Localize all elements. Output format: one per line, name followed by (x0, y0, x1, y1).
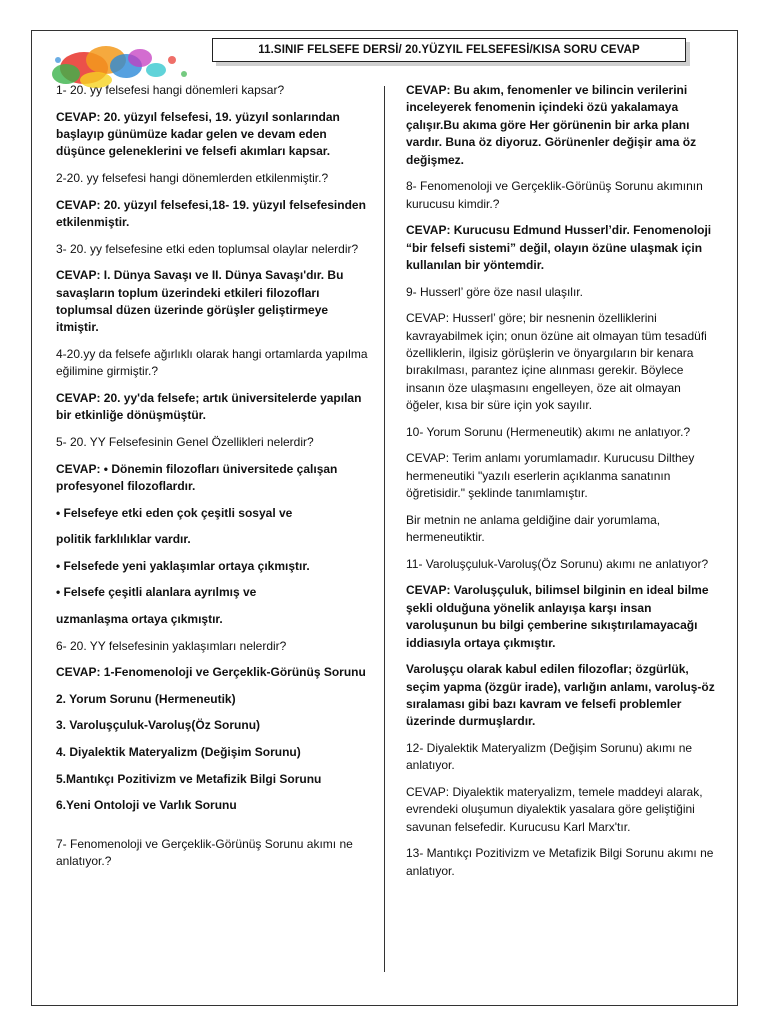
answer-text: politik farklılıklar vardır. (56, 532, 191, 547)
answer-text: CEVAP: Kurucusu Edmund Husserl’dir. Fenomenoloji “bir felsefi sistemi” değil, olayın özüne ulaşmak için kullanılan bir yöntemdir. (406, 223, 712, 273)
question-text: 3- 20. yy felsefesine etki eden toplumsal olaylar nelerdir? (56, 241, 359, 256)
question-text: 10- Yorum Sorunu (Hermeneutik) akımı ne anlatıyor.? (406, 424, 691, 439)
question-text: CEVAP: Husserl’ göre; bir nesnenin özelliklerini kavrayabilmek için; onun özüne ait olmayan tüm tesadüfi özelliklerin, ilgisiz görüşlerin ve önyargıların bir kenara bırakılması, parantez içine alınması gerekir. Böylece insanın öze ulaşmasını engelleyen, öze ait olmayan öğeler, kısa bir süre için yok sayılır. (406, 311, 707, 413)
question-text: 7- Fenomenoloji ve Gerçeklik-Görünüş Sorunu akımı ne anlatıyor.? (56, 836, 353, 869)
answer-text: 6.Yeni Ontoloji ve Varlık Sorunu (56, 798, 237, 813)
answer-text: 5.Mantıkçı Pozitivizm ve Metafizik Bilgi Sorunu (56, 771, 322, 786)
question-text: 2-20. yy felsefesi hangi dönemlerden etkilenmiştir.? (56, 171, 329, 185)
answer-text: • Felsefe çeşitli alanlara ayrılmış ve (56, 585, 257, 600)
question-text: 1- 20. yy felsefesi hangi dönemleri kapsar? (56, 83, 285, 97)
right-column (406, 82, 716, 889)
answer-text: CEVAP: 20. yüzyıl felsefesi,18- 19. yüzyıl felsefesinden etkilenmiştir. (56, 197, 366, 229)
answer-text: CEVAP: I. Dünya Savaşı ve II. Dünya Savaşı'dır. Bu savaşların toplum üzerindeki etkileri filozofları toplumsal düzen üzerinde görüşler geliştirmeye itmiştir. (56, 268, 344, 335)
page-title: 11.SINIF FELSEFE DERSİ/ 20.YÜZYIL FELSEFESİ/KISA SORU CEVAP (212, 38, 686, 62)
question-text: 13- Mantıkçı Pozitivizm ve Metafizik Bilgi Sorunu akımı ne anlatıyor. (406, 846, 714, 878)
answer-text: CEVAP: • Dönemin filozofları üniversitede çalışan profesyonel filozoflardır. (56, 461, 338, 493)
answer-text: 2. Yorum Sorunu (Hermeneutik) (56, 691, 236, 706)
answer-text: uzmanlaşma ortaya çıkmıştır. (56, 611, 223, 626)
question-text: 11- Varoluşçuluk-Varoluş(Öz Sorunu) akımı ne anlatıyor? (406, 556, 709, 571)
spacer (56, 824, 368, 836)
question-text: 12- Diyalektik Materyalizm (Değişim Sorunu) akımı ne anlatıyor. (406, 741, 693, 773)
question-text: CEVAP: Diyalektik materyalizm, temele maddeyi alarak, evrendeki oluşumun diyalektik yasalara göre geliştiğini savunan felsefedir. Kurucusu Karl Marx'tır. (406, 785, 703, 834)
answer-text: CEVAP: 1-Fenomenoloji ve Gerçeklik-Görünüş Sorunu (56, 665, 366, 680)
question-text: 5- 20. YY Felsefesinin Genel Özellikleri nelerdir? (56, 435, 314, 449)
question-text: 9- Husserl’ göre öze nasıl ulaşılır. (406, 284, 583, 299)
question-text: CEVAP: Terim anlamı yorumlamadır. Kurucusu Dilthey hermeneutiki "yazılı eserlerin açıklanma sanatının öğretisidir." şeklinde tanımlamıştır. (406, 451, 695, 501)
answer-text: CEVAP: Varoluşçuluk, bilimsel bilginin en ideal bilme şekli olduğuna yönelik anlayışa karşı insan varoluşunun bu bilgi çemberine sıkıştırılamayacağı iddiasıyla ortaya çıkmıştır. (406, 583, 709, 650)
answer-text: CEVAP: 20. yy'da felsefe; artık üniversitelerde yapılan bir etkinliğe dönüşmüştür. (56, 391, 362, 423)
answer-text: CEVAP: 20. yüzyıl felsefesi, 19. yüzyıl sonlarından başlayıp günümüze kadar gelen ve devam eden düşünce geleneklerini ve felsefi akımları kapsar. (56, 109, 340, 159)
answer-text: Varoluşçu olarak kabul edilen filozoflar; özgürlük, seçim yapma (özgür irade), varlığın anlamı, varoluş-öz sıralaması gibi bazı kavram ve felsefi problemler üzerinde durmuşlardır. (406, 662, 715, 729)
question-text: 6- 20. YY felsefesinin yaklaşımları nelerdir? (56, 638, 287, 653)
answer-text: 3. Varoluşçuluk-Varoluş(Öz Sorunu) (56, 718, 261, 733)
question-text: 8- Fenomenoloji ve Gerçeklik-Görünüş Sorunu akımının kurucusu kimdir.? (406, 179, 703, 211)
answer-text: • Felsefeye etki eden çok çeşitli sosyal ve (56, 505, 293, 520)
column-divider (384, 86, 385, 972)
answer-text: • Felsefede yeni yaklaşımlar ortaya çıkmıştır. (56, 558, 310, 573)
question-text: Bir metnin ne anlama geldiğine dair yorumlama, hermeneutiktir. (406, 512, 661, 545)
left-column (56, 82, 368, 880)
answer-text: CEVAP: Bu akım, fenomenler ve bilincin verilerini inceleyerek fenomenin içindeki özü yakalamaya çalışır.Bu akıma göre Her görünenin bir arka planı vardır. Buna öz diyoruz. Görünenler değişir ama öz değişmez. (406, 83, 697, 167)
question-text: 4-20.yy da felsefe ağırlıklı olarak hangi ortamlarda yapılma eğilimine girmiştir.? (56, 347, 368, 379)
answer-text: 4. Diyalektik Materyalizm (Değişim Sorunu) (56, 744, 301, 759)
